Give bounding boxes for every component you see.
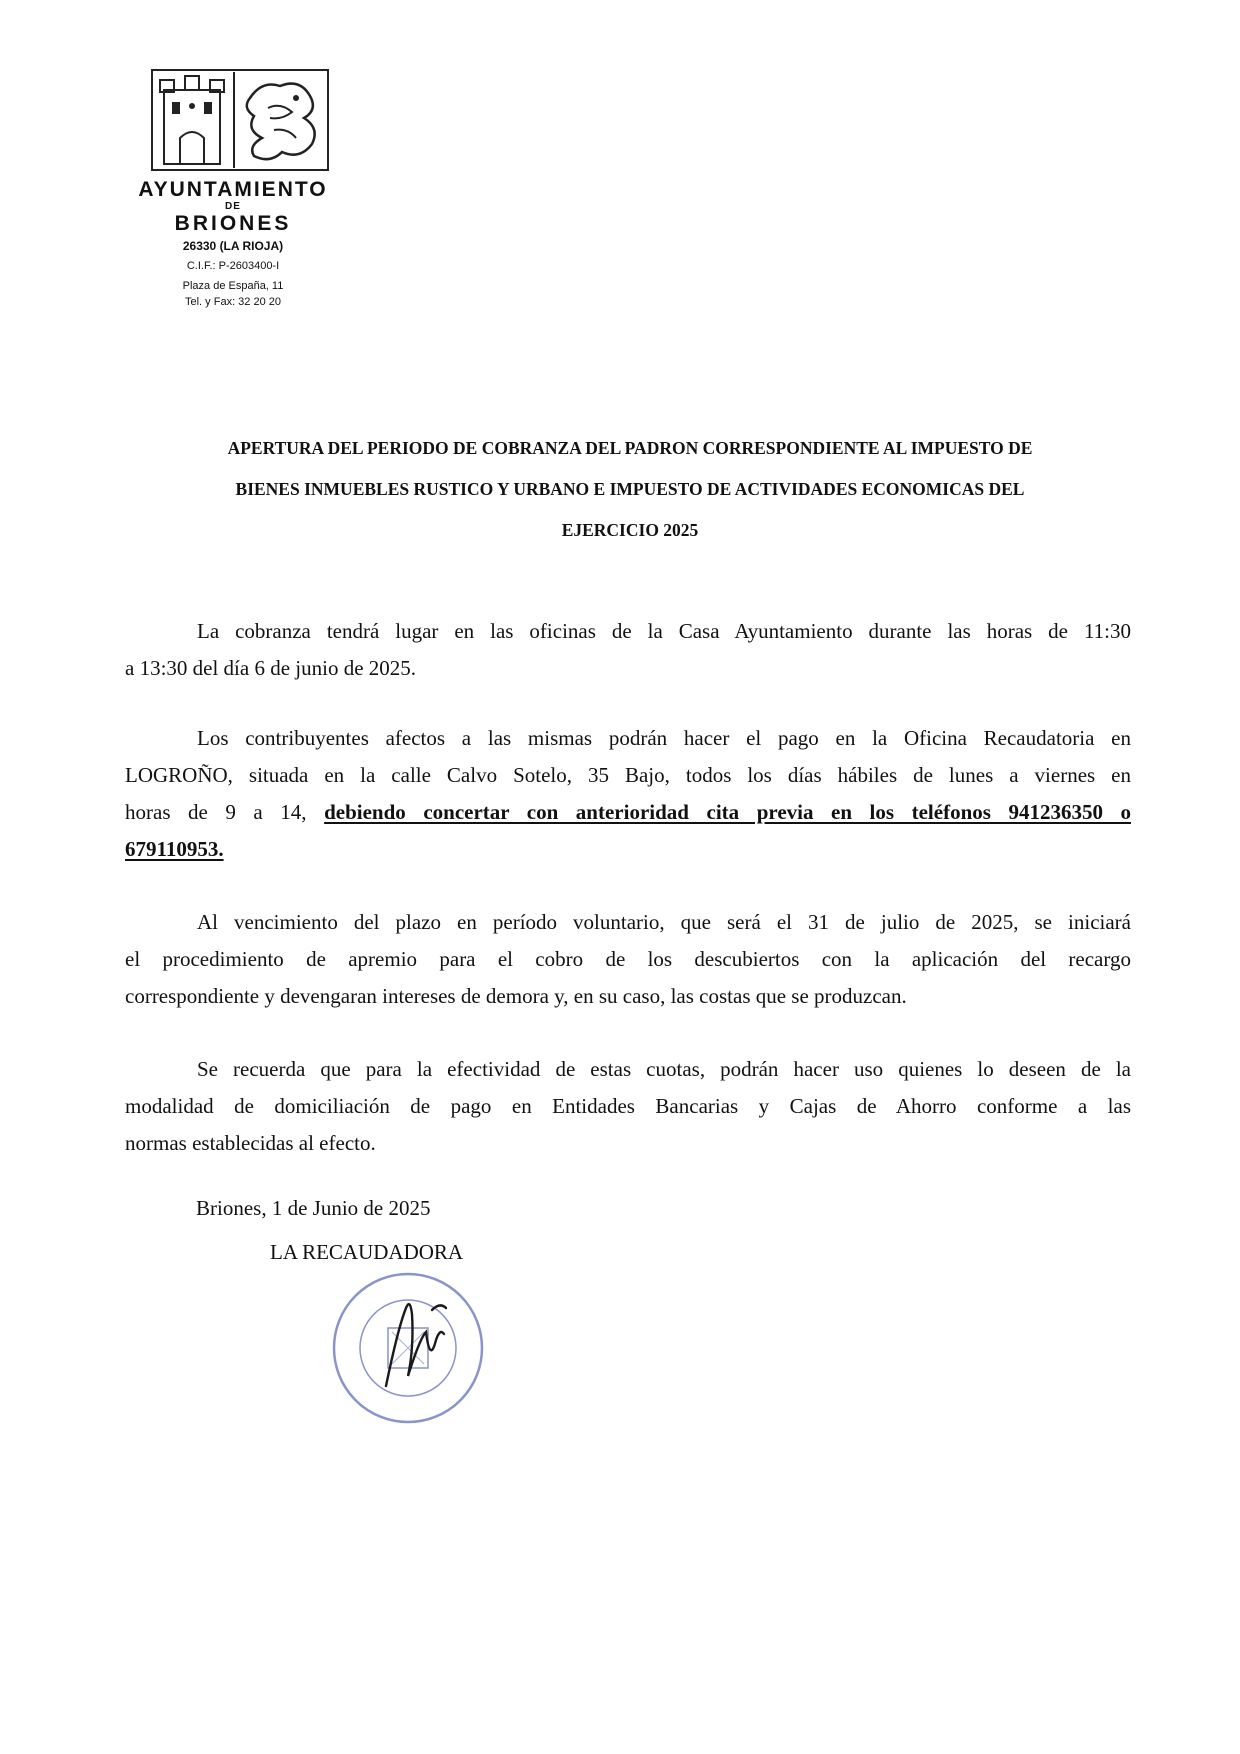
paragraph-line bbox=[125, 794, 1131, 831]
paragraph-line: Los contribuyentes afectos a las mismas podrán hacer el pago en la Oficina Recaudatoria en bbox=[197, 726, 1131, 750]
office-hours-text: horas de 9 a 14, bbox=[125, 800, 307, 824]
official-stamp-icon bbox=[328, 1268, 488, 1428]
appointment-phone-number: 679110953. bbox=[125, 837, 224, 861]
title-line: EJERCICIO 2025 bbox=[561, 520, 699, 540]
document-title bbox=[140, 428, 1120, 551]
castle-and-lion-crest-icon bbox=[150, 68, 330, 172]
paragraph-collection-schedule bbox=[125, 613, 1131, 687]
paragraph-line: Se recuerda que para la efectividad de estas cuotas, podrán hacer uso quienes lo deseen de la bbox=[197, 1057, 1131, 1081]
title-line: BIENES INMUEBLES RUSTICO Y URBANO E IMPUESTO DE ACTIVIDADES ECONOMICAS DEL bbox=[235, 479, 1025, 499]
paragraph-direct-debit bbox=[125, 1051, 1131, 1162]
paragraph-line: La cobranza tendrá lugar en las oficinas de la Casa Ayuntamiento durante las horas de 11:30 bbox=[197, 619, 1131, 643]
letterhead-de: DE bbox=[225, 201, 241, 212]
signature-stroke bbox=[386, 1304, 446, 1386]
paragraph-line: normas establecidas al efecto. bbox=[125, 1131, 376, 1155]
appointment-phones-text: debiendo concertar con anterioridad cita previa en los teléfonos 941236350 o bbox=[324, 800, 1131, 824]
letterhead-town: BRIONES bbox=[174, 212, 292, 235]
paragraph-line bbox=[125, 831, 1131, 868]
paragraph-line: a 13:30 del día 6 de junio de 2025. bbox=[125, 656, 417, 680]
paragraph-line: el procedimiento de apremio para el cobro de los descubiertos con la aplicación del recargo bbox=[125, 947, 1131, 971]
paragraph-deadline bbox=[125, 904, 1131, 1015]
letterhead-name: AYUNTAMIENTO bbox=[138, 178, 328, 201]
letterhead-address: Plaza de España, 11 bbox=[182, 280, 284, 292]
signer-title: LA RECAUDADORA bbox=[270, 1240, 464, 1264]
title-line: APERTURA DEL PERIODO DE COBRANZA DEL PADRON CORRESPONDIENTE AL IMPUESTO DE bbox=[227, 438, 1033, 458]
place-date: Briones, 1 de Junio de 2025 bbox=[196, 1196, 431, 1220]
letterhead-postal: 26330 (LA RIOJA) bbox=[182, 239, 284, 253]
paragraph-line: correspondiente y devengaran intereses de demora y, en su caso, las costas que se produzcan. bbox=[125, 984, 907, 1008]
paragraph-line: modalidad de domiciliación de pago en Entidades Bancarias y Cajas de Ahorro conforme a las bbox=[125, 1094, 1131, 1118]
letterhead-phone: Tel. y Fax: 32 20 20 bbox=[185, 296, 281, 308]
paragraph-line: Al vencimiento del plazo en período voluntario, que será el 31 de julio de 2025, se iniciará bbox=[197, 910, 1131, 934]
paragraph-line: LOGROÑO, situada en la calle Calvo Sotelo, 35 Bajo, todos los días hábiles de lunes a viernes en bbox=[125, 763, 1131, 787]
paragraph-payment-office bbox=[125, 720, 1131, 868]
letterhead-cif: C.I.F.: P-2603400-I bbox=[186, 260, 280, 272]
